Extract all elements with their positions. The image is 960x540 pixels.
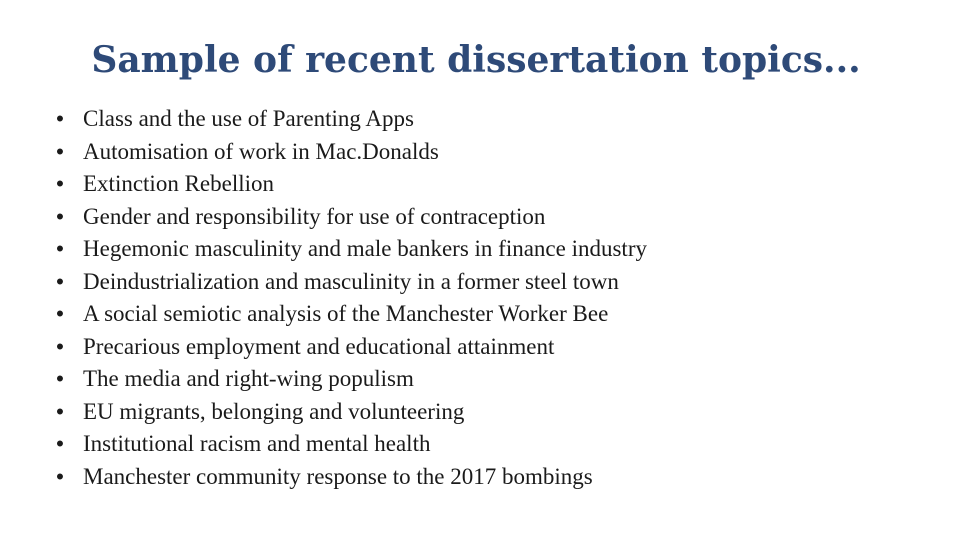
topic-item	[53, 201, 933, 234]
topic-text: A social semiotic analysis of the Manchester Worker Bee	[83, 301, 609, 326]
topic-text: Precarious employment and educational attainment	[83, 333, 555, 359]
topic-item	[53, 363, 933, 396]
topic-text: Deindustrialization and masculinity in a former steel town	[83, 268, 619, 294]
topic-item	[53, 396, 933, 429]
topic-item	[53, 298, 933, 331]
topic-item	[53, 461, 933, 494]
topic-text: Automisation of work in Mac.Donalds	[83, 138, 439, 164]
slide-title: Sample of recent dissertation topics...	[91, 39, 861, 81]
topic-item	[53, 331, 933, 364]
bullet-icon: •	[56, 463, 64, 489]
topic-list	[53, 103, 933, 493]
bullet-icon: •	[56, 171, 64, 196]
bullet-icon: •	[56, 301, 64, 326]
topic-item	[53, 136, 933, 169]
topic-text: The media and right-wing populism	[83, 366, 414, 391]
topic-text: Institutional racism and mental health	[83, 431, 431, 456]
topic-item	[53, 266, 933, 299]
topic-text: Manchester community response to the 2017 bombings	[83, 463, 593, 489]
bullet-icon: •	[56, 333, 64, 359]
bullet-icon: •	[56, 106, 64, 131]
topic-item	[53, 103, 933, 136]
topic-item	[53, 168, 933, 201]
bullet-icon: •	[56, 398, 64, 424]
topic-text: Gender and responsibility for use of contraception	[83, 203, 546, 229]
bullet-icon: •	[56, 203, 64, 229]
topic-item	[53, 233, 933, 266]
bullet-icon: •	[56, 268, 64, 294]
bullet-icon: •	[56, 431, 64, 456]
topic-text: Extinction Rebellion	[83, 171, 274, 196]
topic-text: Hegemonic masculinity and male bankers in finance industry	[83, 236, 647, 261]
bullet-icon: •	[56, 366, 64, 391]
topic-text: EU migrants, belonging and volunteering	[83, 398, 465, 424]
bullet-icon: •	[56, 236, 64, 261]
topic-text: Class and the use of Parenting Apps	[83, 106, 414, 131]
bullet-icon: •	[56, 138, 64, 164]
topic-item	[53, 428, 933, 461]
